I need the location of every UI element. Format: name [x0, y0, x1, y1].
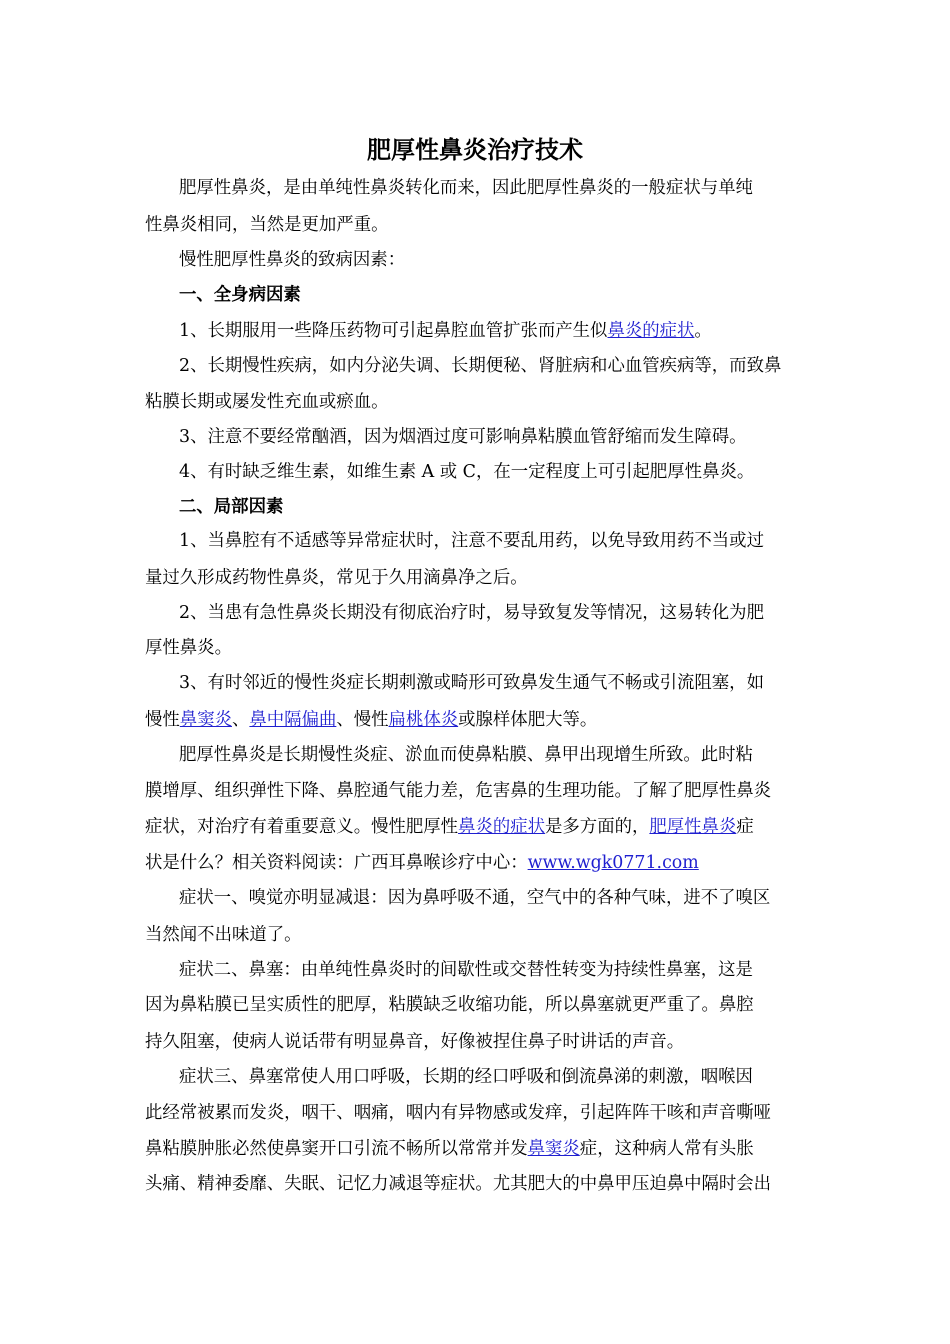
overview-line-3-text-a: 症状，对治疗有着重要意义。慢性肥厚性 [145, 817, 459, 837]
overview-line-2: 膜增厚、组织弹性下降、鼻腔通气能力差，危害鼻的生理功能。了解了肥厚性鼻炎 [145, 781, 772, 801]
link-website[interactable]: www.wgk0771.com [527, 853, 699, 873]
local-item-2-line-2: 厚性鼻炎。 [145, 638, 232, 658]
systemic-item-2-line-2: 粘膜长期或屡发性充血或瘀血。 [145, 392, 389, 412]
link-septum-deviation[interactable]: 鼻中隔偏曲 [249, 710, 337, 730]
systemic-item-1 [179, 316, 712, 346]
systemic-item-3: 3、注意不要经常酗酒，因为烟酒过度可影响鼻粘膜血管舒缩而发生障碍。 [179, 427, 747, 447]
link-tonsillitis[interactable]: 扁桃体炎 [388, 710, 459, 730]
local-item-3-text-a: 慢性 [145, 710, 180, 730]
section-heading-local: 二、局部因素 [179, 497, 284, 517]
link-rhinitis-symptoms-2[interactable]: 鼻炎的症状 [458, 817, 546, 837]
intro-line-1: 肥厚性鼻炎，是由单纯性鼻炎转化而来，因此肥厚性鼻炎的一般症状与单纯 [179, 178, 753, 198]
symptom-3-line-3 [145, 1134, 754, 1164]
symptom-3-line-4: 头痛、精神委靡、失眠、记忆力减退等症状。尤其肥大的中鼻甲压迫鼻中隔时会出 [145, 1174, 772, 1194]
section-heading-systemic: 一、全身病因素 [179, 285, 301, 305]
local-item-3-line-1: 3、有时邻近的慢性炎症长期刺激或畸形可致鼻发生通气不畅或引流阻塞，如 [179, 673, 764, 693]
symptom-3-line-3-text-b: 症，这种病人常有头胀 [579, 1139, 754, 1159]
local-item-3-text-d: 或腺样体肥大等。 [458, 710, 598, 730]
systemic-item-2-line-1: 2、长期慢性疾病，如内分泌失调、长期便秘、肾脏病和心血管疾病等，而致鼻 [179, 356, 782, 376]
causes-intro: 慢性肥厚性鼻炎的致病因素： [179, 250, 406, 270]
symptom-1-line-1: 症状一、嗅觉亦明显减退：因为鼻呼吸不通，空气中的各种气味，进不了嗅区 [179, 888, 771, 908]
link-sinusitis[interactable]: 鼻窦炎 [179, 710, 232, 730]
link-rhinitis-symptoms[interactable]: 鼻炎的症状 [607, 321, 695, 341]
symptom-3-line-1: 症状三、鼻塞常使人用口呼吸，长期的经口呼吸和倒流鼻涕的刺激，咽喉因 [179, 1067, 753, 1087]
symptom-2-line-2: 因为鼻粘膜已呈实质性的肥厚，粘膜缺乏收缩功能，所以鼻塞就更严重了。鼻腔 [145, 995, 754, 1015]
overview-line-3 [145, 812, 754, 842]
overview-line-4-text: 状是什么？相关资料阅读：广西耳鼻喉诊疗中心： [145, 853, 528, 873]
systemic-item-1-text: 1、长期服用一些降压药物可引起鼻腔血管扩张而产生似 [179, 321, 608, 341]
local-item-1-line-1: 1、当鼻腔有不适感等异常症状时，注意不要乱用药，以免导致用药不当或过 [179, 531, 764, 551]
local-item-3-text-b: 、 [231, 710, 250, 730]
systemic-item-4: 4、有时缺乏维生素，如维生素 A 或 C，在一定程度上可引起肥厚性鼻炎。 [179, 462, 755, 482]
document-title: 肥厚性鼻炎治疗技术 [367, 135, 583, 164]
symptom-2-line-3: 持久阻塞，使病人说话带有明显鼻音，好像被捏住鼻子时讲话的声音。 [145, 1032, 685, 1052]
overview-line-3-text-c: 症 [736, 817, 754, 837]
link-sinusitis-2[interactable]: 鼻窦炎 [527, 1139, 580, 1159]
local-item-3-line-2 [145, 705, 597, 735]
overview-line-4 [145, 848, 699, 878]
link-hypertrophic-rhinitis[interactable]: 肥厚性鼻炎 [649, 817, 737, 837]
symptom-3-line-3-text-a: 鼻粘膜肿胀必然使鼻窦开口引流不畅所以常常并发 [145, 1139, 528, 1159]
local-item-2-line-1: 2、当患有急性鼻炎长期没有彻底治疗时，易导致复发等情况，这易转化为肥 [179, 603, 764, 623]
systemic-item-1-end: 。 [694, 321, 712, 341]
symptom-1-line-2: 当然闻不出味道了。 [145, 925, 302, 945]
symptom-2-line-1: 症状二、鼻塞：由单纯性鼻炎时的间歇性或交替性转变为持续性鼻塞，这是 [179, 960, 753, 980]
local-item-1-line-2: 量过久形成药物性鼻炎，常见于久用滴鼻净之后。 [145, 568, 528, 588]
overview-line-3-text-b: 是多方面的， [545, 817, 650, 837]
overview-line-1: 肥厚性鼻炎是长期慢性炎症、淤血而使鼻粘膜、鼻甲出现增生所致。此时粘 [179, 745, 753, 765]
symptom-3-line-2: 此经常被累而发炎，咽干、咽痛，咽内有异物感或发痒，引起阵阵干咳和声音嘶哑 [145, 1103, 772, 1123]
intro-line-2: 性鼻炎相同，当然是更加严重。 [145, 215, 389, 235]
local-item-3-text-c: 、慢性 [336, 710, 389, 730]
